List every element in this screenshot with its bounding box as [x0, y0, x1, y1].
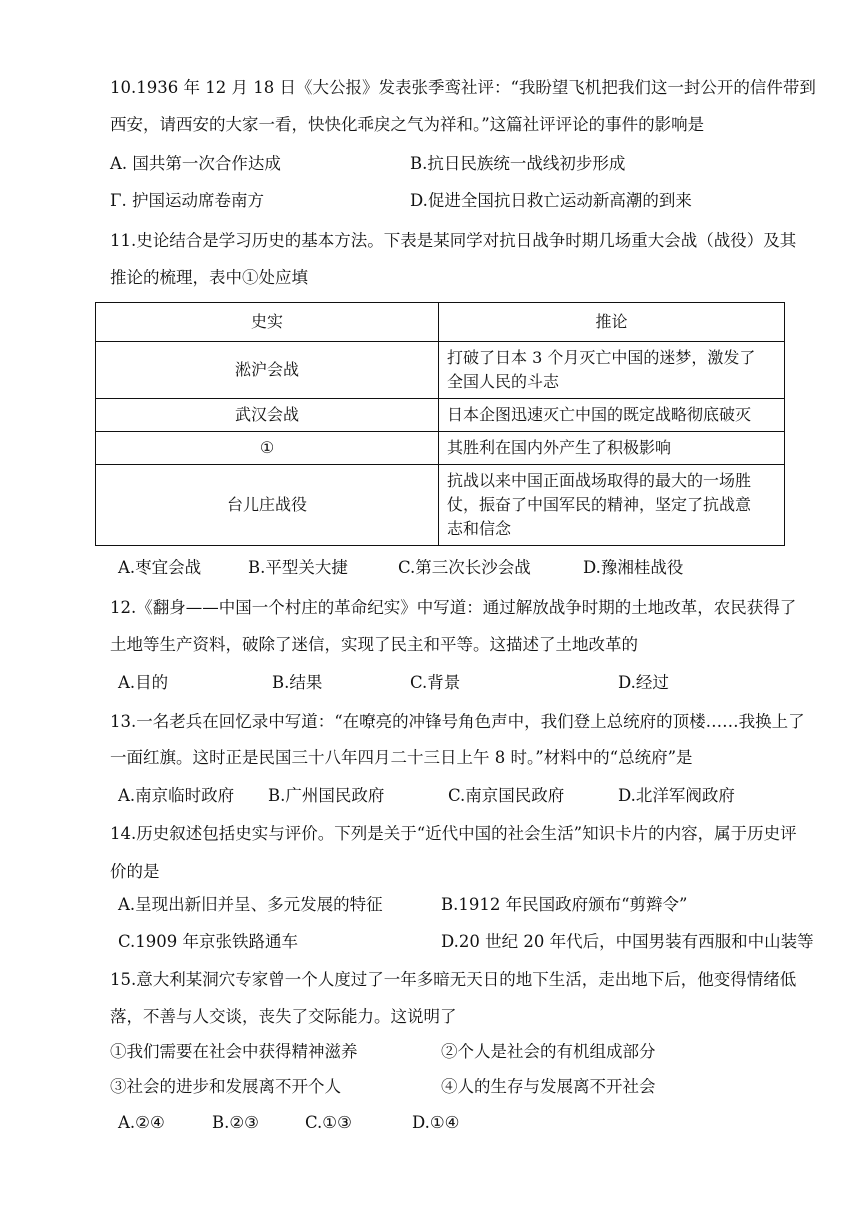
q13-option-b: B.广州国民政府 — [268, 786, 385, 805]
q13-option-a: A.南京临时政府 — [118, 786, 235, 805]
q10-stem-line1: 10.1936 年 12 月 18 日《大公报》发表张季鸾社评：“我盼望飞机把我们这一封公开的信件带到 — [110, 78, 816, 97]
table-row — [96, 432, 785, 465]
q12-stem-line2: 土地等生产资料，破除了迷信，实现了民主和平等。这描述了土地改革的 — [110, 635, 638, 654]
q12-option-b: B.结果 — [272, 673, 323, 692]
q13-option-d: D.北洋军阀政府 — [618, 786, 735, 805]
q14-stem-line2: 价的是 — [110, 862, 160, 881]
q11-option-b: B.平型关大捷 — [248, 558, 348, 577]
q15-option-a: A.②④ — [118, 1113, 165, 1132]
q13-stem-line1: 13.一名老兵在回忆录中写道：“在嘹亮的冲锋号角色声中，我们登上总统府的顶楼……我换上了 — [110, 712, 805, 731]
q12-stem-line1: 12.《翻身——中国一个村庄的革命纪实》中写道：通过解放战争时期的土地改革，农民获得了 — [110, 598, 797, 617]
q13-option-c: C.南京国民政府 — [448, 786, 565, 805]
q12-option-c: C.背景 — [410, 673, 461, 692]
table-cell-inference — [439, 399, 785, 432]
q12-option-d: D.经过 — [618, 673, 669, 692]
q11-stem-line2: 推论的梳理，表中①处应填 — [110, 268, 308, 287]
q10-option-b: B.抗日民族统一战线初步形成 — [410, 154, 626, 173]
q15-statement-2: ②个人是社会的有机组成部分 — [441, 1042, 656, 1061]
cell-line: 打破了日本 3 个月灭亡中国的迷梦，激发了 — [447, 348, 756, 367]
table-cell-fact: 武汉会战 — [96, 399, 439, 432]
q10-stem-line2: 西安，请西安的大家一看，快快化乖戾之气为祥和。”这篇社评评论的事件的影响是 — [110, 115, 705, 134]
cell-line: 仗，振奋了中国军民的精神，坚定了抗战意 — [447, 495, 752, 514]
q15-stem-line2: 落，不善与人交谈，丧失了交际能力。这说明了 — [110, 1007, 457, 1026]
q14-option-d: D.20 世纪 20 年代后，中国男装有西服和中山装等 — [441, 932, 814, 951]
q14-option-a: A.呈现出新旧并呈、多元发展的特征 — [118, 895, 383, 914]
q14-option-c: C.1909 年京张铁路通车 — [118, 932, 299, 951]
table-header-inference: 推论 — [439, 303, 785, 342]
q13-stem-line2: 一面红旗。这时正是民国三十八年四月二十三日上午 8 时。”材料中的“总统府”是 — [110, 748, 693, 767]
table-cell-fact: ① — [96, 432, 439, 465]
q11-table — [95, 302, 785, 546]
table-header-row — [96, 303, 785, 342]
q10-option-d: D.促进全国抗日救亡运动新高潮的到来 — [410, 191, 692, 210]
table-header-facts: 史实 — [96, 303, 439, 342]
cell-line: 全国人民的斗志 — [447, 372, 560, 391]
q15-stem-line1: 15.意大利某洞穴专家曾一个人度过了一年多暗无天日的地下生活，走出地下后，他变得情绪低 — [110, 970, 797, 989]
cell-line: 日本企图迅速灭亡中国的既定战略彻底破灭 — [447, 405, 752, 424]
table-row — [96, 465, 785, 546]
q15-option-d: D.①④ — [412, 1113, 460, 1132]
q14-stem-line1: 14.历史叙述包括史实与评价。下列是关于“近代中国的社会生活”知识卡片的内容，属于历史评 — [110, 824, 797, 843]
q15-option-b: B.②③ — [212, 1113, 259, 1132]
table-cell-inference — [439, 465, 785, 546]
q14-option-b: B.1912 年民国政府颁布“剪辫令” — [441, 895, 688, 914]
table-row — [96, 399, 785, 432]
table-cell-fact: 淞沪会战 — [96, 342, 439, 399]
cell-line: 志和信念 — [447, 519, 512, 538]
q10-option-a: A. 国共第一次合作达成 — [110, 154, 281, 173]
q12-option-a: A.目的 — [118, 673, 169, 692]
q15-statement-4: ④人的生存与发展离不开社会 — [441, 1077, 656, 1096]
q15-statement-3: ③社会的进步和发展离不开个人 — [110, 1077, 341, 1096]
table-row — [96, 342, 785, 399]
q10-option-c: Γ. 护国运动席卷南方 — [110, 191, 264, 210]
q15-statement-1: ①我们需要在社会中获得精神滋养 — [110, 1042, 358, 1061]
cell-line: 抗战以来中国正面战场取得的最大的一场胜 — [447, 471, 752, 490]
q15-option-c: C.①③ — [305, 1113, 352, 1132]
cell-line: 其胜利在国内外产生了积极影响 — [447, 438, 672, 457]
table-cell-inference — [439, 432, 785, 465]
table-cell-inference — [439, 342, 785, 399]
q11-stem-line1: 11.史论结合是学习历史的基本方法。下表是某同学对抗日战争时期几场重大会战（战役）及其 — [110, 231, 797, 250]
q11-option-a: A.枣宜会战 — [118, 558, 202, 577]
q11-option-d: D.豫湘桂战役 — [583, 558, 684, 577]
q11-option-c: C.第三次长沙会战 — [398, 558, 531, 577]
table-cell-fact: 台儿庄战役 — [96, 465, 439, 546]
